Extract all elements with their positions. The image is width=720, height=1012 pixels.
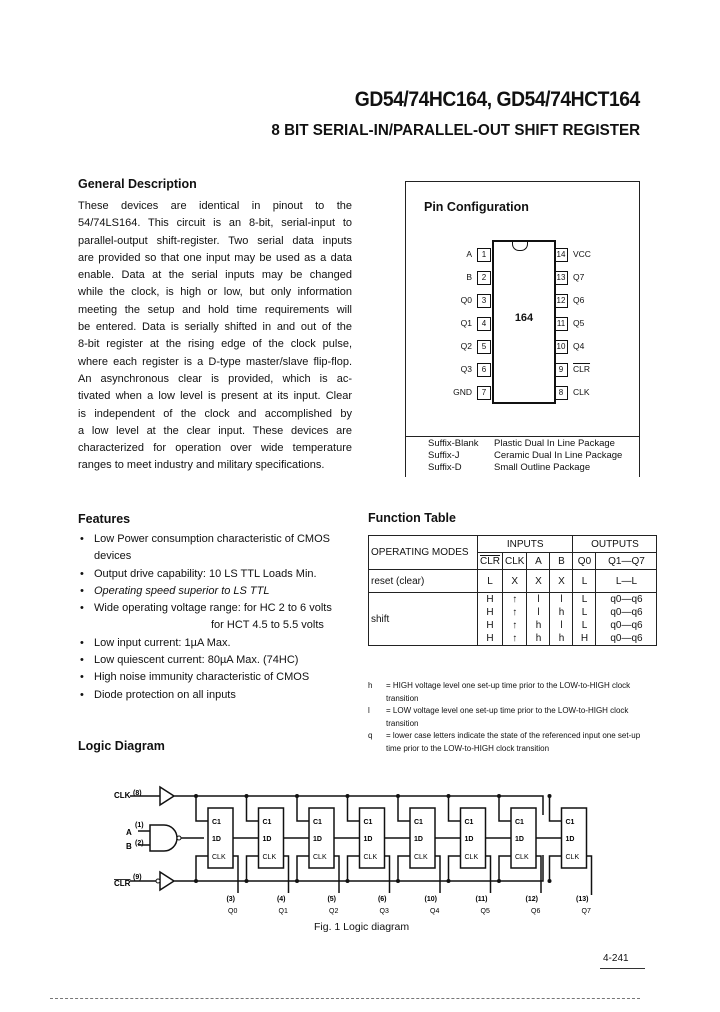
description-line: tivated when a low level is present at its input. Clear [78,390,352,403]
output-pin-label: (13) [576,896,589,903]
pin-number: 5 [477,340,491,354]
table-cell: ↑ [503,619,527,632]
feature-item: for HCT 4.5 to 5.5 volts [211,619,324,632]
junction [295,794,299,798]
pin-name: Q7 [573,272,585,282]
pin-name: Q0 [460,295,472,305]
table-cell: ↑ [503,593,527,607]
ff-label-c1: C1 [262,819,272,826]
description-line: meeting the setup and hold time requirements will [78,303,352,316]
junction [295,879,299,883]
table-cell: L [573,619,596,632]
junction [548,879,552,883]
package-description: Ceramic Dual In Line Package [494,450,623,461]
package-list [405,435,640,477]
pin-name: VCC [573,249,591,259]
description-line: while the clock, is high or low, but only information [78,286,352,299]
output-label: Q5 [480,908,490,915]
table-cell: H [478,606,503,619]
table-note [368,680,643,705]
function-table [368,535,657,646]
description-line: enable. Data at the serial inputs may be changed [78,269,352,282]
table-row [369,593,657,607]
output-pin-label: (5) [327,896,336,903]
feature-item: • Low input current: 1µA Max. [78,635,332,652]
ff-label-1d: 1D [313,836,322,843]
table-cell: h [550,606,573,619]
feature-item: • Low quiescent current: 80µA Max. (74HC) [78,652,332,669]
and-gate-bubble [177,836,181,840]
pin-number: 8 [554,386,568,400]
description-line: is independent of the clock and accomplished by [78,407,352,420]
clk-pin-label: (8) [133,790,142,797]
description-line: are provided so that one input may be used as a data [78,251,352,264]
package-suffix: Suffix-Blank [428,438,479,449]
general-description-heading: General Description [78,177,197,191]
description-line: These devices are identical in pinout to the [78,200,352,212]
output-pin-label: (6) [377,896,387,903]
ff-label-1d: 1D [414,836,423,843]
ff-label-c1: C1 [515,819,524,826]
pin-name: A [466,249,472,259]
feature-item: • Operating speed superior to LS TTL [78,583,332,600]
note-key: h [368,681,373,690]
col-inputs: INPUTS [478,536,573,553]
ff-label-c1: C1 [313,819,322,826]
output-pin-label: (11) [475,896,488,903]
table-cell: l [527,593,550,607]
output-pin-label: (4) [276,896,286,903]
ff-label-c1: C1 [414,819,423,826]
junction [497,879,501,883]
pin-number: 2 [477,271,491,285]
pin-number: 6 [477,363,491,377]
mode-cell: reset (clear) [369,570,478,593]
junction [396,794,400,798]
description-line: parallel-output shift-register. Two serial data inputs [78,234,352,247]
note-text: = lower case letters indicate the state of the referenced input one set-up time prior to the LOW-to-HIGH clock transition [386,731,641,753]
output-label: Q4 [430,908,440,915]
junction [447,794,451,798]
output-label: Q7 [581,908,591,915]
note-key: l [368,706,370,715]
document-subtitle: 8 BIT SERIAL-IN/PARALLEL-OUT SHIFT REGISTER [271,122,640,139]
ff-label-clk: CLK [515,854,529,861]
junction [396,879,400,883]
pin-number: 1 [477,248,491,262]
features-heading: Features [78,512,131,526]
function-table-notes [368,680,643,755]
and-gate [138,825,204,851]
pin-name: GND [453,387,472,397]
pin-number: 10 [554,340,568,354]
b-input-label: B [126,842,132,851]
package-row [428,450,623,461]
feature-item: • Output drive capability: 10 LS TTL Loads Min. [78,566,332,583]
table-cell: L—L [596,570,657,593]
pin-number: 12 [554,294,568,308]
package-suffix: Suffix-J [428,450,460,461]
junction [447,879,451,883]
table-cell: l [527,606,550,619]
ff-label-1d: 1D [212,836,221,843]
ff-label-c1: C1 [212,819,221,826]
pin-number: 14 [554,248,568,262]
table-cell: H [573,632,596,646]
col-operating-modes: OPERATING MODES [369,536,478,570]
description-line: a low level at the clear input. These devices are [78,424,352,437]
pin-name: Q2 [460,341,472,351]
pin-name: B [466,272,472,282]
logic-diagram-heading: Logic Diagram [78,739,165,753]
feature-item: • Low Power consumption characteristic of CMOS [78,531,332,548]
table-cell: L [573,570,596,593]
chip-outline [492,240,556,404]
features-list [78,531,332,704]
pin-name: Q3 [460,364,472,374]
pin-number: 7 [477,386,491,400]
table-cell: X [550,570,573,593]
description-line: An asynchronous clear is provided, which is ac- [78,372,352,385]
figure-caption: Fig. 1 Logic diagram [314,921,410,933]
ff-label-1d: 1D [565,836,575,843]
table-cell: H [478,619,503,632]
clr-input-label: CLR [114,879,131,888]
note-text: = HIGH voltage level one set-up time prior to the LOW-to-HIGH clock transition [386,681,631,703]
description-line: be entered. Data is serially shifted in and out of the [78,321,352,334]
output-label: Q3 [379,908,389,915]
ff-label-1d: 1D [464,836,474,843]
pin-configuration-heading: Pin Configuration [424,200,529,214]
pin-name: CLK [573,387,590,397]
table-cell: X [527,570,550,593]
table-cell: q0—q6 [596,593,657,607]
table-cell: h [527,632,550,646]
ff-label-1d: 1D [515,836,524,843]
table-cell: l [550,619,573,632]
sub-header: Q1—Q7 [596,553,657,570]
pin-name: Q5 [573,318,585,328]
table-note [368,705,643,730]
feature-item: devices [94,550,132,563]
page-number: 4-241 [603,953,629,964]
table-cell: H [478,632,503,646]
sub-header: $\overline{CLR}$ [478,553,503,570]
pin-number: 9 [554,363,568,377]
table-cell: q0—q6 [596,632,657,646]
ff-label-clk: CLK [464,854,479,861]
sub-header: CLK [503,553,527,570]
table-cell: h [527,619,550,632]
junction [346,794,350,798]
table-cell: q0—q6 [596,619,657,632]
junction [497,794,501,798]
pin-number: 11 [554,317,568,331]
ff-label-1d: 1D [363,836,373,843]
table-cell: H [478,593,503,607]
package-description: Plastic Dual In Line Package [494,438,615,449]
output-label: Q0 [228,908,238,915]
table-cell: L [573,593,596,607]
b-pin-label: (2) [135,840,144,847]
table-cell: L [573,606,596,619]
general-description-text [78,198,352,475]
output-pin-label: (12) [525,896,538,903]
ff-label-clk: CLK [565,854,580,861]
description-line: 8-bit register at the rising edge of the clock pulse, [78,338,352,351]
pin-number: 3 [477,294,491,308]
description-line: ranges to meet industry and military specifications. [78,459,325,472]
ff-label-c1: C1 [464,819,474,826]
junction [346,879,350,883]
output-label: Q2 [329,908,339,915]
ff-label-1d: 1D [262,836,272,843]
pin-number: 4 [477,317,491,331]
output-label: Q6 [531,908,541,915]
ff-label-clk: CLK [212,854,226,861]
inverter-bubble [156,879,160,883]
table-cell: l [550,593,573,607]
pin-name: $\overline{CLR}$ [573,364,591,374]
output-pin-label: (10) [424,896,437,903]
description-line: characterized for operation over wide temperature [78,442,352,455]
document-title: GD54/74HC164, GD54/74HCT164 [354,88,640,111]
ff-label-clk: CLK [363,854,378,861]
ff-label-clk: CLK [313,854,327,861]
table-cell: h [550,632,573,646]
pin-name: Q4 [573,341,585,351]
pin-name: Q6 [573,295,585,305]
a-pin-label: (1) [135,822,144,829]
table-cell: ↑ [503,606,527,619]
junction [194,794,198,798]
clr-pin-label: (9) [133,874,142,881]
pin-name: Q1 [460,318,472,328]
pin-number: 13 [554,271,568,285]
feature-item: • High noise immunity characteristic of CMOS [78,669,332,686]
table-cell: X [503,570,527,593]
note-text: = LOW voltage level one set-up time prior to the LOW-to-HIGH clock transition [386,706,629,728]
junction [548,794,552,798]
col-outputs: OUTPUTS [573,536,657,553]
table-row [369,570,657,593]
description-line: 54/74LS164. This circuit is an 8-bit, serial-input to [78,217,352,230]
sub-header: A [527,553,550,570]
package-row [428,438,615,449]
chip-label: 164 [514,312,534,324]
clk-input-label: CLK [114,791,131,800]
a-input-label: A [126,828,132,837]
page-bottom-rule [50,998,640,999]
mode-cell: shift [369,593,478,646]
feature-item: • Wide operating voltage range: for HC 2 to 6 volts [78,600,332,617]
sub-header: B [550,553,573,570]
package-row [428,462,591,473]
junction [245,794,249,798]
table-cell: ↑ [503,632,527,646]
sub-header: Q0 [573,553,596,570]
footer-rule [600,968,645,969]
table-note [368,730,643,755]
junction [245,879,249,883]
ff-label-clk: CLK [262,854,277,861]
note-key: q [368,731,373,740]
table-cell: q0—q6 [596,606,657,619]
output-pin-label: (3) [226,896,235,903]
table-cell: L [478,570,503,593]
output-label: Q1 [278,908,288,915]
ff-label-c1: C1 [565,819,575,826]
package-description: Small Outline Package [494,462,591,473]
ff-label-c1: C1 [363,819,373,826]
junction [194,879,198,883]
feature-item: • Diode protection on all inputs [78,687,332,704]
logic-diagram [100,775,620,920]
function-table-heading: Function Table [368,511,456,525]
description-line: where each register is a D-type master/slave flip-flop. [78,355,352,368]
ff-label-clk: CLK [414,854,428,861]
package-suffix: Suffix-D [428,462,462,473]
